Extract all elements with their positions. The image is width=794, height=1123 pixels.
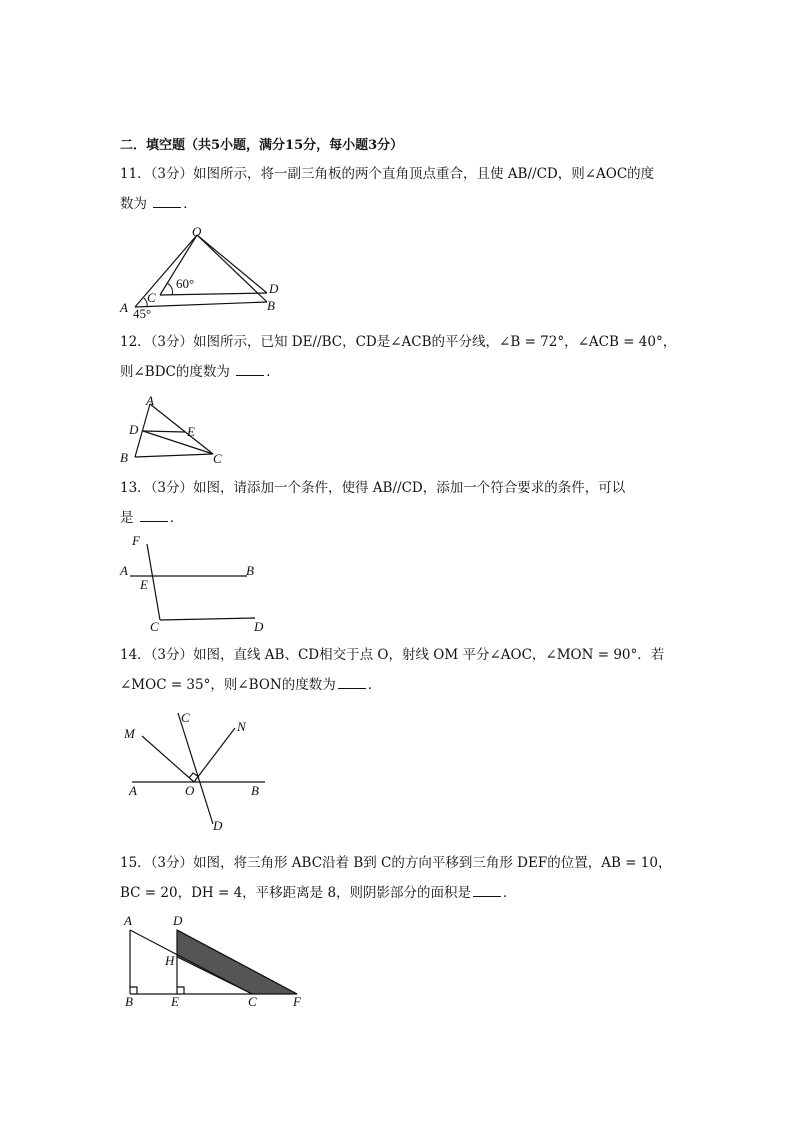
question-15-line1: 15．（3分）如图，将三角形 ABC沿着 B到 C的方向平移到三角形 DEF的位置，AB = 10， [120,855,672,871]
question-14-line1: 14．（3分）如图，直线 AB、CD相交于点 O，射线 OM 平分∠AOC，∠MON = 90°．若 [120,647,665,663]
answer-blank-15[interactable] [473,884,501,897]
label-D: D [129,422,139,437]
question-11-end: ． [183,196,197,212]
label-C: C [248,994,257,1009]
label-C: C [150,619,159,634]
label-E: E [171,994,179,1009]
label-E: E [187,424,195,439]
label-A: A [120,563,128,578]
section-title: 二．填空题（共5小题，满分15分，每小题3分） [120,138,404,153]
question-14 [120,640,700,700]
label-D: D [254,619,264,634]
label-F: F [293,994,301,1009]
question-14-end: ． [367,677,382,693]
label-D: D [173,913,183,928]
label-N: N [237,719,246,734]
question-15-prompt: BC = 20，DH = 4，平移距离是 8，则阴影部分的面积是 [120,885,472,901]
answer-blank-12[interactable] [236,363,264,376]
figure-11 [115,225,285,320]
question-12-end: ． [266,364,280,380]
question-13 [120,473,700,533]
question-12 [120,327,700,387]
label-A: A [120,300,128,315]
question-14-prompt: ∠MOC = 35°，则∠BON的度数为 [120,677,336,693]
question-12-prompt: 则∠BDC的度数为 [120,364,230,380]
figure-13 [115,532,275,637]
label-A: A [129,783,137,798]
question-15 [120,848,700,908]
label-H: H [165,953,175,968]
label-C: C [213,451,222,466]
answer-blank-13[interactable] [140,509,168,522]
label-O: O [192,224,202,239]
answer-blank-14[interactable] [338,676,366,689]
question-15-line2 [120,878,700,908]
label-D: D [213,818,223,833]
label-M: M [124,726,135,741]
question-11-prompt: 数为 [120,196,147,212]
question-11-line1: 11．（3分）如图所示，将一副三角板的两个直角顶点重合，且使 AB//CD，则∠AOC的度 [120,166,655,182]
question-13-line1: 13．（3分）如图，请添加一个条件，使得 AB//CD，添加一个符合要求的条件，可以 [120,480,626,496]
question-14-line2 [120,670,700,700]
label-45: 45° [133,306,152,321]
label-A: A [124,913,132,928]
question-12-line1: 12．（3分）如图所示，已知 DE//BC，CD是∠ACB的平分线，∠B = 72°，∠ACB = 40°， [120,334,677,350]
label-B: B [267,298,275,313]
label-C: C [147,290,156,305]
question-15-end: ． [503,885,517,901]
answer-blank-11[interactable] [153,195,181,208]
question-13-line2 [120,503,700,533]
figure-14 [115,708,285,838]
question-11 [120,159,700,219]
label-E: E [140,577,148,592]
question-12-line2 [120,357,700,387]
label-C: C [181,710,190,725]
label-B: B [246,563,254,578]
label-B: B [120,450,128,465]
label-B: B [125,994,133,1009]
label-60: 60° [176,276,195,291]
question-11-line2 [120,189,700,219]
question-13-end: ． [169,510,184,526]
label-F: F [132,533,140,548]
label-D: D [269,281,279,296]
figure-12 [115,392,235,467]
label-O: O [185,783,195,798]
question-13-prompt: 是 [120,510,134,526]
figure-15 [115,910,315,1010]
label-A: A [146,393,154,408]
label-B: B [251,783,259,798]
